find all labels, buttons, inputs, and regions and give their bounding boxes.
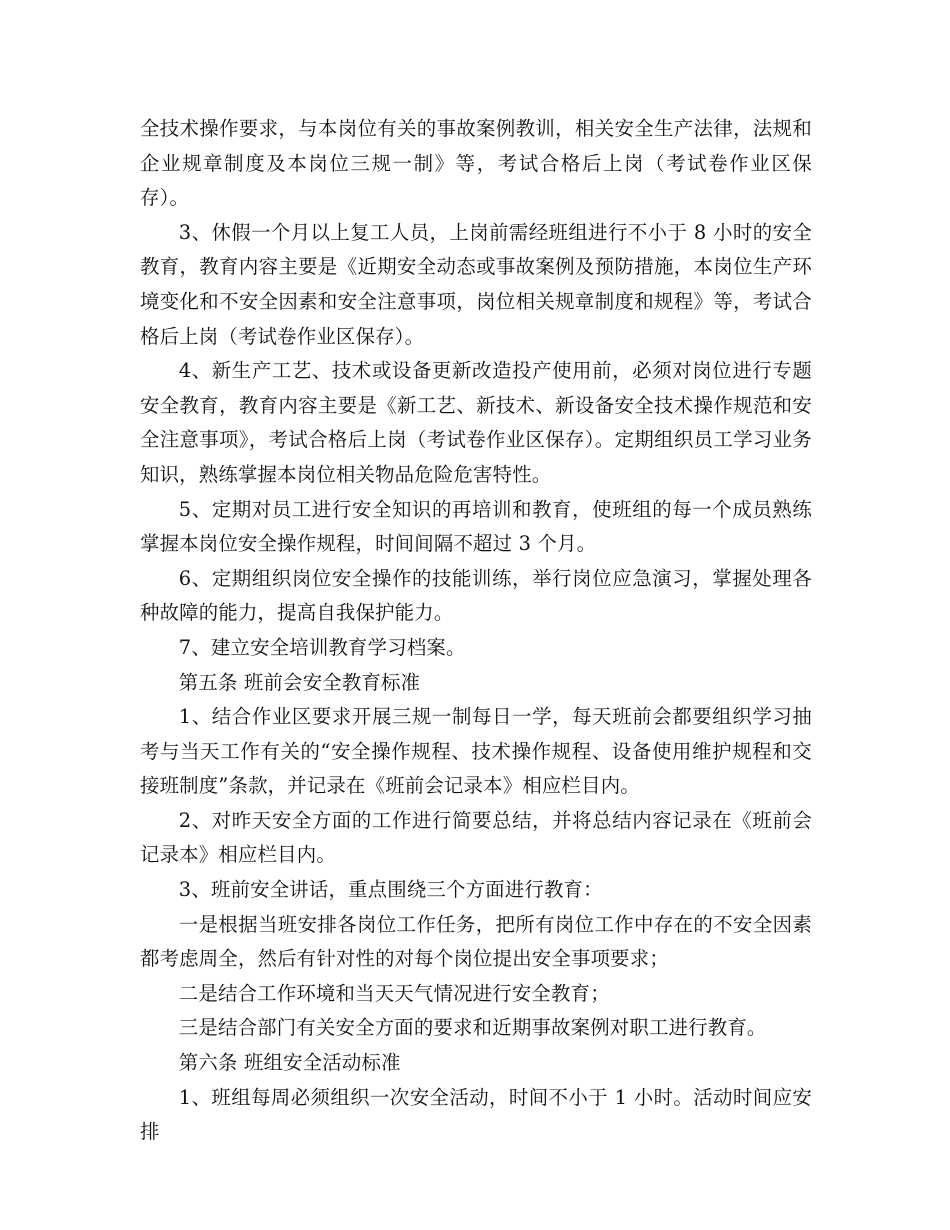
section-heading-article-6: 第六条 班组安全活动标准 — [178, 1051, 401, 1075]
paragraph-item-7: 7、建立安全培训教育学习档案。 — [178, 635, 466, 659]
paragraph-continuation: 全技术操作要求，与本岗位有关的事故案例教训，相关安全生产法律，法规和企业规章制度及本岗位三规一制》等，考试合格后上岗（考试卷作业区保存）。 — [140, 117, 812, 210]
section-heading-article-5: 第五条 班前会安全教育标准 — [178, 670, 421, 694]
paragraph-article-5-item-2: 2、对昨天安全方面的工作进行简要总结，并将总结内容记录在《班前会记录本》相应栏目内。 — [140, 808, 812, 867]
paragraph-item-3: 3、休假一个月以上复工人员，上岗前需经班组进行不小于 8 小时的安全教育，教育内容主要是《近期安全动态或事故案例及预防措施，本岗位生产环境变化和不安全因素和安全注意事项，岗位相关规章制度和规程》等，考试合格后上岗（考试卷作业区保存）。 — [140, 220, 812, 348]
paragraph-item-6: 6、定期组织岗位安全操作的技能训练，举行岗位应急演习，掌握处理各种故障的能力，提高自我保护能力。 — [140, 566, 812, 625]
paragraph-point-one: 一是根据当班安排各岗位工作任务，把所有岗位工作中存在的不安全因素都考虑周全，然后有针对性的对每个岗位提出安全事项要求； — [140, 912, 812, 971]
paragraph-item-4: 4、新生产工艺、技术或设备更新改造投产使用前，必须对岗位进行专题安全教育，教育内容主要是《新工艺、新技术、新设备安全技术操作规范和安全注意事项》，考试合格后上岗（考试卷作业区保存）。定期组织员工学习业务知识，熟练掌握本岗位相关物品危险危害特性。 — [140, 359, 812, 486]
paragraph-article-5-item-1: 1、结合作业区要求开展三规一制每日一学，每天班前会都要组织学习抽考与当天工作有关的“安全操作规程、技术操作规程、设备使用维护规程和交接班制度”条款，并记录在《班前会记录本》相应栏目内。 — [140, 705, 812, 798]
paragraph-item-5: 5、定期对员工进行安全知识的再培训和教育，使班组的每一个成员熟练掌握本岗位安全操作规程，时间间隔不超过 3 个月。 — [140, 497, 812, 556]
paragraph-point-three: 三是结合部门有关安全方面的要求和近期事故案例对职工进行教育。 — [178, 1016, 767, 1040]
document-body — [140, 112, 812, 1150]
paragraph-article-6-item-1: 1、班组每周必须组织一次安全活动，时间不小于 1 小时。活动时间应安排 — [140, 1085, 812, 1144]
paragraph-point-two: 二是结合工作环境和当天天气情况进行安全教育； — [178, 981, 610, 1005]
paragraph-article-5-item-3: 3、班前安全讲话，重点围绕三个方面进行教育： — [178, 878, 603, 902]
